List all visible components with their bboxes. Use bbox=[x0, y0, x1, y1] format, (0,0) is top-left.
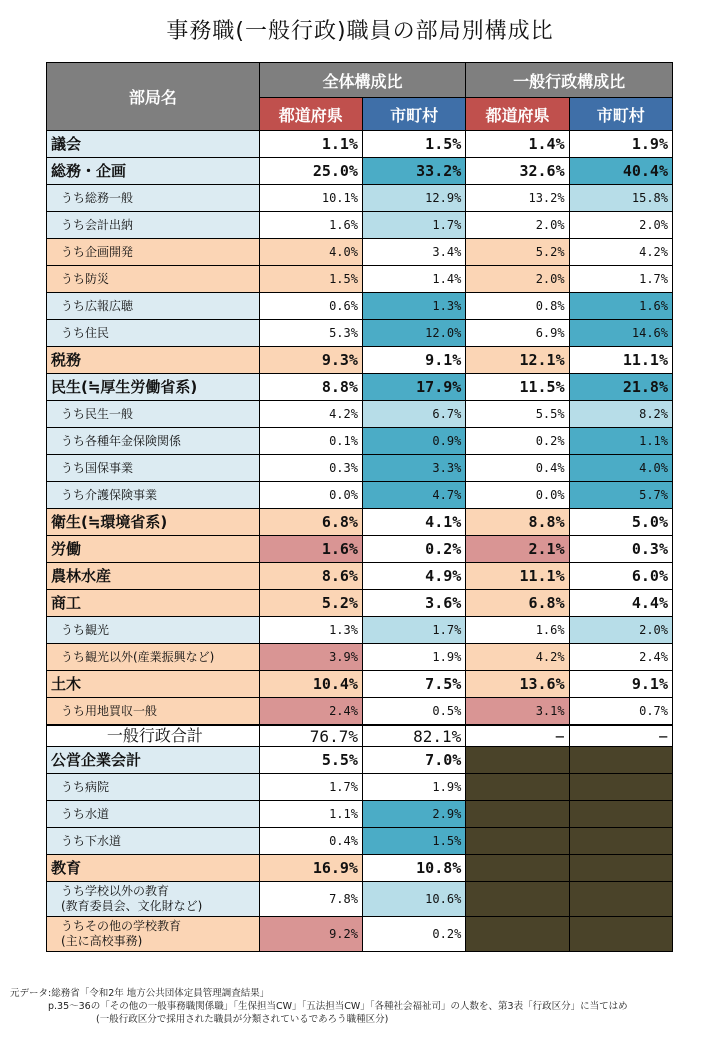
value-cell: 40.4% bbox=[569, 158, 672, 185]
table-row bbox=[47, 917, 673, 952]
table-row bbox=[47, 482, 673, 509]
value-cell: 13.6% bbox=[466, 671, 569, 698]
row-label bbox=[47, 747, 260, 774]
value-cell: 0.7% bbox=[569, 698, 672, 726]
footnote bbox=[10, 987, 715, 1026]
value-cell: 1.6% bbox=[259, 536, 362, 563]
value-cell bbox=[466, 828, 569, 855]
table-row bbox=[47, 428, 673, 455]
value-cell: 9.2% bbox=[259, 917, 362, 952]
row-label-text: うち水道 bbox=[61, 806, 110, 821]
value-cell bbox=[569, 774, 672, 801]
value-cell: 1.3% bbox=[259, 617, 362, 644]
value-cell: 3.4% bbox=[362, 239, 465, 266]
value-cell: 6.7% bbox=[362, 401, 465, 428]
value-cell: 4.2% bbox=[259, 401, 362, 428]
value-cell: 9.3% bbox=[259, 347, 362, 374]
table-row bbox=[47, 131, 673, 158]
table-row bbox=[47, 455, 673, 482]
value-cell: 0.9% bbox=[362, 428, 465, 455]
row-label bbox=[47, 428, 260, 455]
value-cell: 2.0% bbox=[569, 617, 672, 644]
header-overall-muni: 市町村 bbox=[362, 98, 465, 131]
value-cell: 6.0% bbox=[569, 563, 672, 590]
header-overall-pref: 都道府県 bbox=[259, 98, 362, 131]
table-row bbox=[47, 801, 673, 828]
row-label-text: 農林水産 bbox=[51, 566, 112, 585]
table-row bbox=[47, 855, 673, 882]
row-label-text: うちその他の学校教育 (主に高校事務) bbox=[61, 919, 182, 948]
table-row bbox=[47, 320, 673, 347]
value-cell: 6.8% bbox=[466, 590, 569, 617]
value-cell: 4.2% bbox=[466, 644, 569, 671]
value-cell: 8.6% bbox=[259, 563, 362, 590]
row-label-text: 議会 bbox=[51, 134, 82, 153]
value-cell: 3.9% bbox=[259, 644, 362, 671]
row-label bbox=[47, 828, 260, 855]
value-cell: 4.4% bbox=[569, 590, 672, 617]
value-cell bbox=[569, 882, 672, 917]
table-row bbox=[47, 185, 673, 212]
value-cell bbox=[569, 917, 672, 952]
row-label bbox=[47, 212, 260, 239]
value-cell: 21.8% bbox=[569, 374, 672, 401]
value-cell: 0.2% bbox=[466, 428, 569, 455]
row-label-text: 民生(≒厚生労働省系) bbox=[51, 377, 198, 396]
value-cell: 13.2% bbox=[466, 185, 569, 212]
value-cell: 5.2% bbox=[259, 590, 362, 617]
header-overall: 全体構成比 bbox=[259, 63, 466, 98]
value-cell: 25.0% bbox=[259, 158, 362, 185]
value-cell: 4.0% bbox=[569, 455, 672, 482]
value-cell: 8.8% bbox=[259, 374, 362, 401]
row-label-text: 総務・企画 bbox=[51, 161, 127, 180]
row-label bbox=[47, 131, 260, 158]
page-title: 事務職(一般行政)職員の部局別構成比 bbox=[166, 19, 554, 44]
table-row bbox=[47, 401, 673, 428]
value-cell bbox=[569, 855, 672, 882]
row-label-text: うち観光 bbox=[61, 622, 110, 637]
value-cell: 2.0% bbox=[466, 266, 569, 293]
row-label bbox=[47, 374, 260, 401]
value-cell: 5.7% bbox=[569, 482, 672, 509]
table-row bbox=[47, 293, 673, 320]
value-cell bbox=[466, 882, 569, 917]
row-label-text: うち企画開発 bbox=[61, 244, 134, 259]
value-cell bbox=[466, 774, 569, 801]
row-label bbox=[47, 320, 260, 347]
table-row bbox=[47, 644, 673, 671]
value-cell: 1.7% bbox=[569, 266, 672, 293]
row-label-text: うち学校以外の教育 (教育委員会、文化財など) bbox=[61, 884, 203, 913]
table-row bbox=[47, 725, 673, 747]
value-cell: 1.5% bbox=[259, 266, 362, 293]
row-label bbox=[47, 590, 260, 617]
value-cell: 1.4% bbox=[466, 131, 569, 158]
value-cell: 11.1% bbox=[569, 347, 672, 374]
value-cell: 9.1% bbox=[362, 347, 465, 374]
value-cell: − bbox=[466, 725, 569, 747]
row-label-text: うち国保事業 bbox=[61, 460, 134, 475]
value-cell bbox=[466, 747, 569, 774]
table-body bbox=[47, 131, 673, 952]
row-label bbox=[47, 509, 260, 536]
row-label bbox=[47, 239, 260, 266]
row-label bbox=[47, 698, 260, 726]
value-cell: 0.6% bbox=[259, 293, 362, 320]
value-cell: 5.2% bbox=[466, 239, 569, 266]
value-cell: 10.6% bbox=[362, 882, 465, 917]
value-cell: 0.0% bbox=[466, 482, 569, 509]
value-cell: 7.0% bbox=[362, 747, 465, 774]
value-cell bbox=[569, 747, 672, 774]
row-label bbox=[47, 774, 260, 801]
row-label-text: うち各種年金保険関係 bbox=[61, 433, 182, 448]
value-cell: 0.2% bbox=[362, 536, 465, 563]
value-cell: 12.1% bbox=[466, 347, 569, 374]
value-cell bbox=[466, 855, 569, 882]
value-cell: 1.6% bbox=[259, 212, 362, 239]
value-cell: 11.5% bbox=[466, 374, 569, 401]
header-general-pref: 都道府県 bbox=[466, 98, 569, 131]
value-cell: 14.6% bbox=[569, 320, 672, 347]
value-cell: 7.8% bbox=[259, 882, 362, 917]
value-cell: − bbox=[569, 725, 672, 747]
row-label-text: うち用地買収一般 bbox=[61, 703, 158, 718]
value-cell: 5.5% bbox=[259, 747, 362, 774]
value-cell: 2.0% bbox=[569, 212, 672, 239]
row-label-text: うち介護保険事業 bbox=[61, 487, 158, 502]
value-cell: 0.1% bbox=[259, 428, 362, 455]
row-label-text: 税務 bbox=[51, 350, 82, 369]
value-cell: 2.4% bbox=[569, 644, 672, 671]
row-label-text: 土木 bbox=[51, 674, 82, 693]
table-row bbox=[47, 774, 673, 801]
value-cell: 6.9% bbox=[466, 320, 569, 347]
footnote-line-1: 元データ:総務省「令和2年 地方公共団体定員管理調査結果」 bbox=[10, 988, 270, 999]
value-cell: 17.9% bbox=[362, 374, 465, 401]
value-cell: 0.0% bbox=[259, 482, 362, 509]
value-cell: 0.4% bbox=[466, 455, 569, 482]
value-cell: 1.9% bbox=[362, 644, 465, 671]
row-label-text: うち広報広聴 bbox=[61, 298, 134, 313]
value-cell: 8.2% bbox=[569, 401, 672, 428]
value-cell: 11.1% bbox=[466, 563, 569, 590]
value-cell: 4.1% bbox=[362, 509, 465, 536]
value-cell: 1.7% bbox=[259, 774, 362, 801]
row-label bbox=[47, 266, 260, 293]
row-label-text: うち下水道 bbox=[61, 833, 122, 848]
table-row bbox=[47, 536, 673, 563]
table-row bbox=[47, 698, 673, 726]
row-label-text: 労働 bbox=[51, 539, 82, 558]
table-row bbox=[47, 239, 673, 266]
row-label-text: うち防災 bbox=[61, 271, 110, 286]
value-cell: 3.6% bbox=[362, 590, 465, 617]
value-cell: 3.1% bbox=[466, 698, 569, 726]
row-label bbox=[47, 725, 260, 747]
table-row bbox=[47, 158, 673, 185]
row-label bbox=[47, 563, 260, 590]
row-label-text: うち総務一般 bbox=[61, 190, 134, 205]
value-cell bbox=[569, 801, 672, 828]
value-cell: 4.7% bbox=[362, 482, 465, 509]
value-cell: 1.5% bbox=[362, 828, 465, 855]
value-cell: 10.4% bbox=[259, 671, 362, 698]
value-cell: 12.0% bbox=[362, 320, 465, 347]
value-cell: 2.9% bbox=[362, 801, 465, 828]
value-cell: 5.5% bbox=[466, 401, 569, 428]
row-label bbox=[47, 644, 260, 671]
row-label-text: 公営企業会計 bbox=[51, 750, 142, 769]
value-cell bbox=[466, 801, 569, 828]
value-cell: 12.9% bbox=[362, 185, 465, 212]
value-cell: 32.6% bbox=[466, 158, 569, 185]
row-label bbox=[47, 158, 260, 185]
value-cell: 8.8% bbox=[466, 509, 569, 536]
row-label-text: うち民生一般 bbox=[61, 406, 134, 421]
value-cell: 0.3% bbox=[259, 455, 362, 482]
row-label-text: うち会計出納 bbox=[61, 217, 134, 232]
value-cell: 82.1% bbox=[362, 725, 465, 747]
row-label-text: うち観光以外(産業振興など) bbox=[61, 649, 215, 664]
value-cell: 3.3% bbox=[362, 455, 465, 482]
row-label bbox=[47, 293, 260, 320]
table-row bbox=[47, 509, 673, 536]
footnote-line-3: (一般行政区分で採用された職員が分類されているであろう職種区分) bbox=[96, 1014, 389, 1025]
value-cell: 2.0% bbox=[466, 212, 569, 239]
row-label bbox=[47, 482, 260, 509]
table-row bbox=[47, 590, 673, 617]
table-row bbox=[47, 882, 673, 917]
value-cell: 1.7% bbox=[362, 617, 465, 644]
row-label-text: 一般行政合計 bbox=[106, 726, 203, 745]
value-cell: 9.1% bbox=[569, 671, 672, 698]
row-label bbox=[47, 617, 260, 644]
value-cell: 2.4% bbox=[259, 698, 362, 726]
row-label bbox=[47, 882, 260, 917]
value-cell: 15.8% bbox=[569, 185, 672, 212]
value-cell: 1.6% bbox=[569, 293, 672, 320]
composition-table bbox=[46, 62, 673, 952]
row-label-text: 衛生(≒環境省系) bbox=[51, 512, 168, 531]
value-cell: 1.4% bbox=[362, 266, 465, 293]
footnote-line-2: p.35～36の「その他の一般事務職関係職」「生保担当CW」「五法担当CW」「各種社会福祉司」の人数を、第3表「行政区分」に当てはめ bbox=[48, 1001, 628, 1012]
value-cell: 1.1% bbox=[569, 428, 672, 455]
table-row bbox=[47, 563, 673, 590]
value-cell: 1.9% bbox=[569, 131, 672, 158]
row-label bbox=[47, 185, 260, 212]
row-label-text: うち住民 bbox=[61, 325, 110, 340]
value-cell: 1.6% bbox=[466, 617, 569, 644]
value-cell bbox=[466, 917, 569, 952]
table-row bbox=[47, 374, 673, 401]
value-cell: 33.2% bbox=[362, 158, 465, 185]
value-cell bbox=[569, 828, 672, 855]
row-label bbox=[47, 455, 260, 482]
table-row bbox=[47, 828, 673, 855]
row-label-text: 商工 bbox=[51, 593, 82, 612]
value-cell: 0.5% bbox=[362, 698, 465, 726]
value-cell: 4.0% bbox=[259, 239, 362, 266]
table-row bbox=[47, 747, 673, 774]
row-label bbox=[47, 401, 260, 428]
value-cell: 10.1% bbox=[259, 185, 362, 212]
value-cell: 0.3% bbox=[569, 536, 672, 563]
table-row bbox=[47, 266, 673, 293]
header-general-muni: 市町村 bbox=[569, 98, 672, 131]
row-label bbox=[47, 917, 260, 952]
value-cell: 7.5% bbox=[362, 671, 465, 698]
row-label bbox=[47, 536, 260, 563]
value-cell: 16.9% bbox=[259, 855, 362, 882]
value-cell: 0.2% bbox=[362, 917, 465, 952]
value-cell: 6.8% bbox=[259, 509, 362, 536]
value-cell: 4.2% bbox=[569, 239, 672, 266]
row-label-text: 教育 bbox=[51, 858, 82, 877]
table-row bbox=[47, 212, 673, 239]
value-cell: 2.1% bbox=[466, 536, 569, 563]
row-label-text: うち病院 bbox=[61, 779, 110, 794]
header-dept: 部局名 bbox=[47, 63, 260, 131]
value-cell: 76.7% bbox=[259, 725, 362, 747]
value-cell: 10.8% bbox=[362, 855, 465, 882]
value-cell: 1.9% bbox=[362, 774, 465, 801]
value-cell: 4.9% bbox=[362, 563, 465, 590]
table-row bbox=[47, 671, 673, 698]
row-label bbox=[47, 347, 260, 374]
table-row bbox=[47, 617, 673, 644]
row-label bbox=[47, 855, 260, 882]
row-label bbox=[47, 671, 260, 698]
row-label bbox=[47, 801, 260, 828]
value-cell: 1.7% bbox=[362, 212, 465, 239]
value-cell: 5.3% bbox=[259, 320, 362, 347]
value-cell: 1.5% bbox=[362, 131, 465, 158]
value-cell: 5.0% bbox=[569, 509, 672, 536]
value-cell: 1.1% bbox=[259, 801, 362, 828]
table-row bbox=[47, 347, 673, 374]
value-cell: 0.8% bbox=[466, 293, 569, 320]
value-cell: 1.1% bbox=[259, 131, 362, 158]
header-general-admin: 一般行政構成比 bbox=[466, 63, 673, 98]
value-cell: 1.3% bbox=[362, 293, 465, 320]
value-cell: 0.4% bbox=[259, 828, 362, 855]
